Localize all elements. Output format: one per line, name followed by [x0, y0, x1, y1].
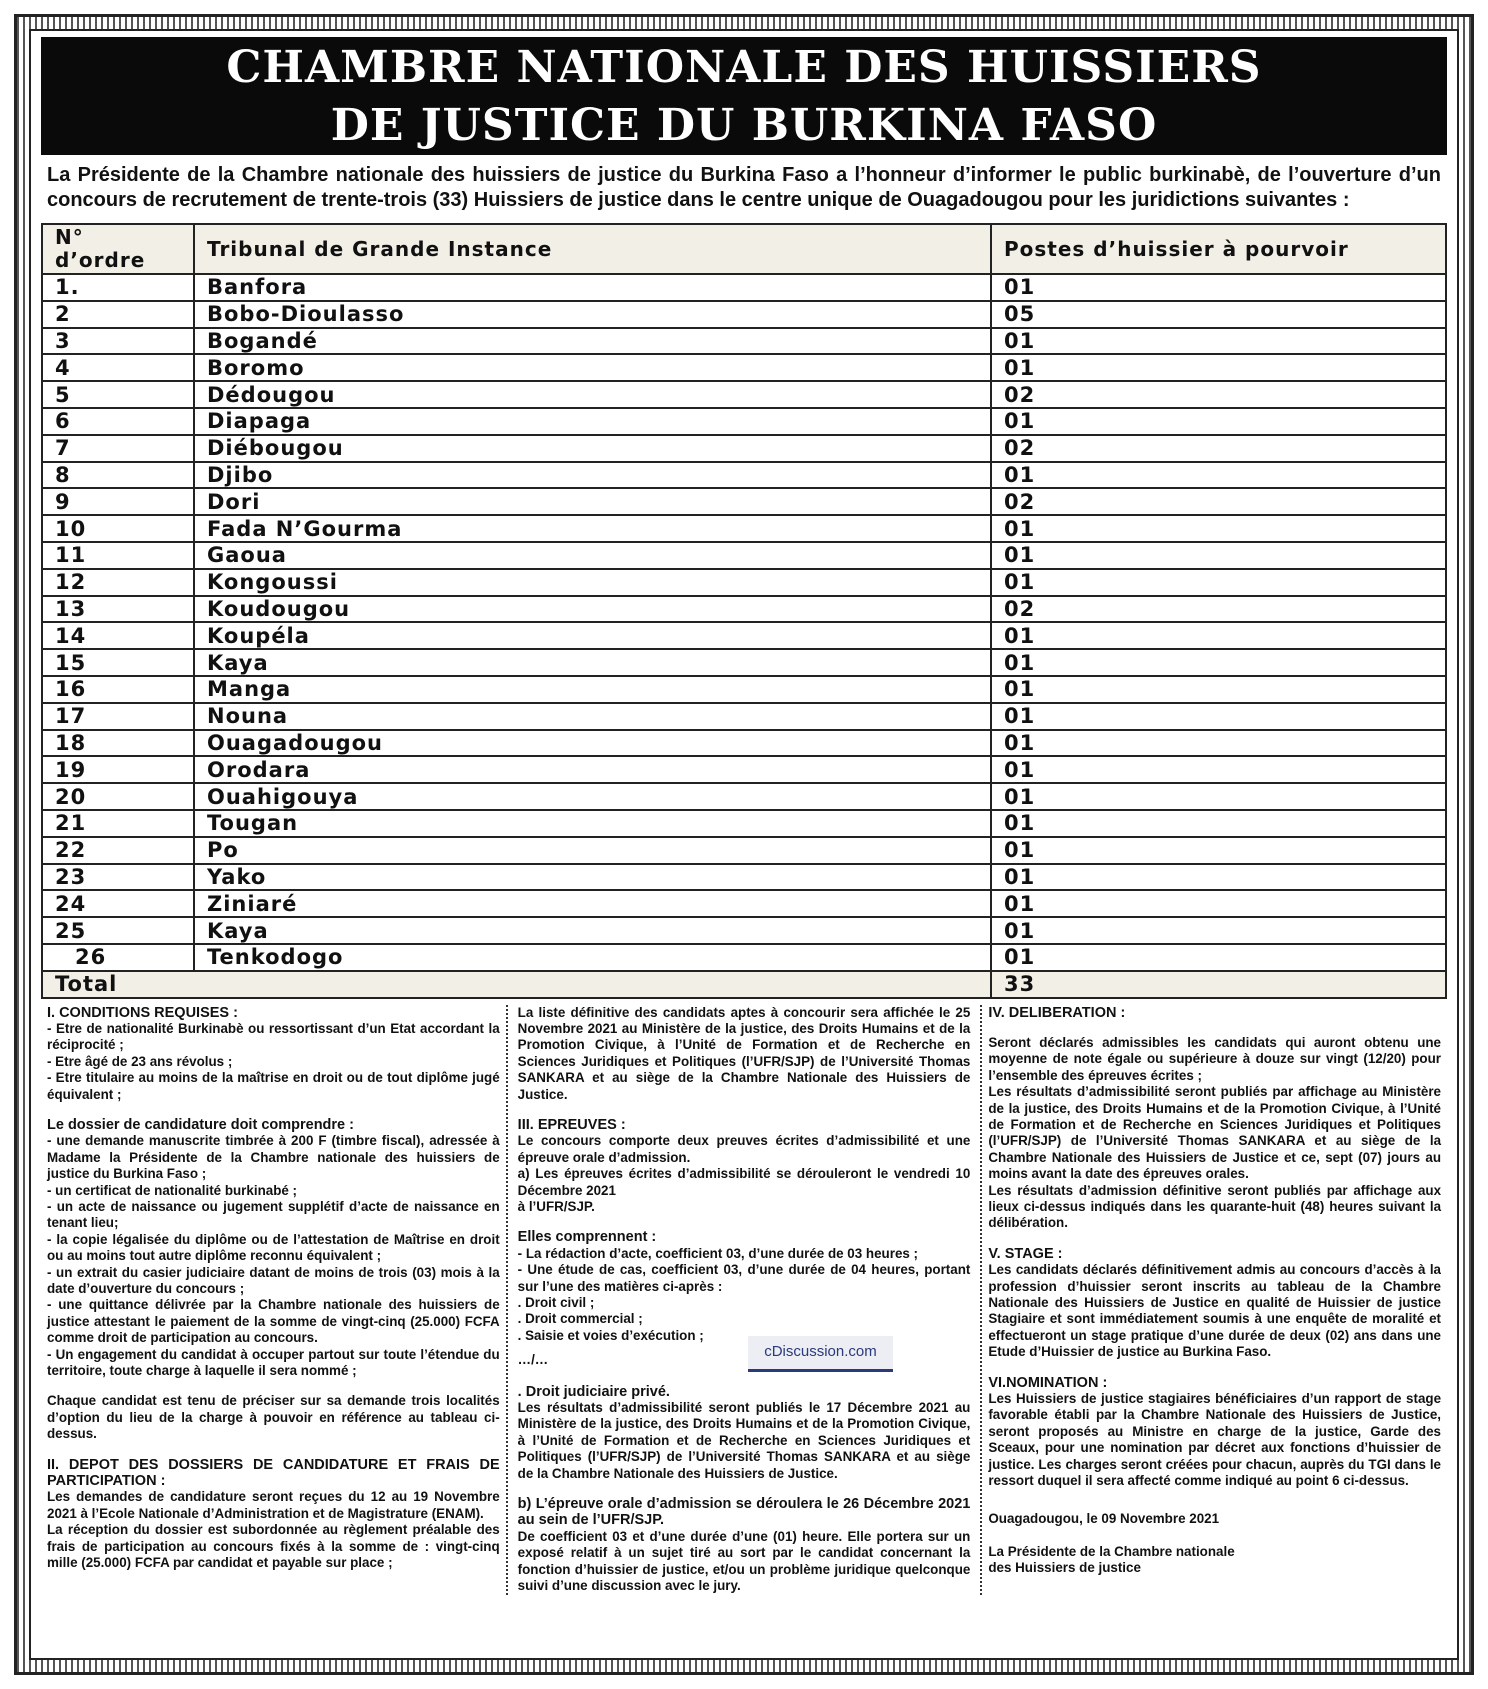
text: . Saisie et voies d’exécution ;	[517, 1327, 704, 1343]
cell-num: 14	[42, 622, 194, 649]
text: - un acte de naissance ou jugement supplétif d’acte de naissance en tenant lieu;	[47, 1198, 500, 1231]
cell-tribunal: Dori	[194, 488, 991, 515]
table-row	[42, 622, 1446, 649]
text: . Droit commercial ;	[517, 1311, 643, 1327]
cell-num: 25	[42, 917, 194, 944]
cell-num: 22	[42, 837, 194, 864]
signatory-line-2: des Huissiers de justice	[988, 1560, 1141, 1576]
cell-tribunal: Manga	[194, 676, 991, 703]
heading-epreuves: III. EPREUVES :	[517, 1116, 626, 1133]
cell-num: 1.	[42, 274, 194, 301]
text: à l’UFR/SJP.	[517, 1198, 595, 1214]
cell-tribunal: Kaya	[194, 917, 991, 944]
heading-droit-judiciaire: . Droit judiciaire privé.	[517, 1383, 670, 1400]
text	[518, 1344, 971, 1379]
cell-posts: 02	[991, 596, 1446, 623]
cell-posts: 01	[991, 462, 1446, 489]
cell-num: 6	[42, 408, 194, 435]
table-row	[42, 783, 1446, 810]
cell-num: 9	[42, 488, 194, 515]
cell-tribunal: Koupéla	[194, 622, 991, 649]
cell-tribunal: Fada N’Gourma	[194, 515, 991, 542]
table-row	[42, 837, 1446, 864]
cell-num: 15	[42, 649, 194, 676]
cell-tribunal: Ziniaré	[194, 890, 991, 917]
cell-num: 16	[42, 676, 194, 703]
text: - Etre titulaire au moins de la maîtrise en droit ou de tout diplôme jugé équivalent ;	[47, 1070, 500, 1102]
signatory-line-1: La Présidente de la Chambre nationale	[988, 1543, 1235, 1559]
title-line-2: DE JUSTICE DU BURKINA FASO	[330, 100, 1158, 151]
cell-posts: 01	[991, 408, 1446, 435]
cell-num: 5	[42, 381, 194, 408]
table-row	[42, 408, 1446, 435]
cell-posts: 01	[991, 542, 1446, 569]
cell-posts: 01	[991, 649, 1446, 676]
heading-nomination: VI.NOMINATION :	[988, 1374, 1108, 1391]
table-row	[42, 730, 1446, 757]
text: Les résultats d’admission définitive seront publiés par affichage aux lieux ci-dessus indiqués dans les quarante-huit (48) heures suivant la délibération.	[988, 1182, 1442, 1231]
heading-dossier: Le dossier de candidature doit comprendre :	[47, 1116, 354, 1133]
column-left	[41, 1005, 506, 1595]
heading-stage: V. STAGE :	[988, 1245, 1063, 1262]
cell-posts: 02	[991, 488, 1446, 515]
cell-posts: 01	[991, 328, 1446, 355]
cell-num: 4	[42, 354, 194, 381]
cell-posts: 02	[991, 435, 1446, 462]
text: Les résultats d’admissibilité seront publiés le 17 Décembre 2021 au Ministère de la justice, des Droits Humains et de la Promotion Civique, à l’Unité de Formation et de Recherche en Sciences Juridiques et Politiques (l’UFR/SJP) de l’Université Thomas SANKARA et au siège de la Chambre Nationale des Huissiers de Justice.	[517, 1400, 971, 1481]
text: - Etre de nationalité Burkinabè ou ressortissant d’un Etat accordant la réciprocité ;	[47, 1020, 500, 1053]
intro-paragraph: La Présidente de la Chambre nationale des huissiers de justice du Burkina Faso a l’honneur d’informer le public burkinabè, de l’ouverture d’un concours de recrutement de trente-trois (33) Huissiers de justice dans le centre unique de Ouagadougou pour les juridictions suivantes :	[47, 164, 1441, 211]
cell-tribunal: Orodara	[194, 756, 991, 783]
watermark-logo: cDiscussion.com	[748, 1336, 893, 1371]
cell-tribunal: Dédougou	[194, 381, 991, 408]
cell-tribunal: Gaoua	[194, 542, 991, 569]
cell-tribunal: Bogandé	[194, 328, 991, 355]
cell-num: 3	[42, 328, 194, 355]
cell-num: 26	[42, 944, 194, 971]
table-row	[42, 890, 1446, 917]
cell-posts: 01	[991, 783, 1446, 810]
cell-tribunal: Tenkodogo	[194, 944, 991, 971]
cell-num: 11	[42, 542, 194, 569]
column-right	[982, 1005, 1447, 1595]
table-row	[42, 676, 1446, 703]
place-date: Ouagadougou, le 09 Novembre 2021	[988, 1511, 1220, 1527]
table-row	[42, 917, 1446, 944]
cell-tribunal: Diapaga	[194, 408, 991, 435]
table-row	[42, 542, 1446, 569]
text: - Une étude de cas, coefficient 03, d’une durée de 04 heures, portant sur l’une des matières ci-après :	[517, 1262, 971, 1294]
table-row	[42, 596, 1446, 623]
cell-posts: 05	[991, 301, 1446, 328]
cell-num: 13	[42, 596, 194, 623]
cell-posts: 01	[991, 810, 1446, 837]
total-value: 33	[991, 971, 1446, 998]
table-row	[42, 756, 1446, 783]
cell-num: 18	[42, 730, 194, 757]
table-row	[42, 354, 1446, 381]
text: Les Huissiers de justice stagiaires bénéficiaires d’un rapport de stage favorable établi par la Chambre Nationale des Huissiers de Justice, seront proposés au Ministre en charge de la justice, Garde des Sceaux, pour une nomination par décret aux fonctions d’huissier de justice. Les charges seront créées pour chacun, auprès du TGI dans le ressort duquel il sera affecté comme indiqué au point 6 ci-dessus.	[988, 1391, 1442, 1489]
text: - Un engagement du candidat à occuper partout sur toute l’étendue du territoire, toute charge à laquelle il sera nommé ;	[47, 1346, 500, 1379]
cell-tribunal: Djibo	[194, 462, 991, 489]
continuation-mark: …/…	[517, 1352, 549, 1368]
heading-deliberation: IV. DELIBERATION :	[988, 1004, 1126, 1021]
text: Les candidats déclarés définitivement admis au concours d’accès à la profession d’huissier seront inscrits au tableau de la Chambre Nationale des Huissiers de Justice en qualité de Huissier de justice Stagiaire et sont immédiatement soumis à une enquête de moralité et effectueront un stage pratique d’une durée de deux (02) ans dans une Etude d’Huissier de justice au Burkina Faso.	[988, 1262, 1442, 1360]
header-tribunal: Tribunal de Grande Instance	[194, 224, 991, 274]
header-posts: Postes d’huissier à pourvoir	[991, 224, 1446, 274]
table-body	[42, 274, 1446, 998]
cell-posts: 01	[991, 622, 1446, 649]
text: - un certificat de nationalité burkinabé ;	[47, 1182, 297, 1198]
posts-table	[41, 223, 1447, 999]
cell-posts: 01	[991, 569, 1446, 596]
heading-orale: b) L’épreuve orale d’admission se déroulera le 26 Décembre 2021 au sein de l’UFR/SJP.	[517, 1496, 971, 1529]
text: - La rédaction d’acte, coefficient 03, d’une durée de 03 heures ;	[517, 1245, 919, 1261]
cell-posts: 01	[991, 274, 1446, 301]
cell-tribunal: Tougan	[194, 810, 991, 837]
cell-num: 7	[42, 435, 194, 462]
table-header-row	[42, 224, 1446, 274]
text: . Droit civil ;	[517, 1295, 595, 1311]
sections	[41, 1005, 1447, 1595]
page-frame	[14, 14, 1474, 1675]
table-row	[42, 944, 1446, 971]
cell-posts: 01	[991, 730, 1446, 757]
cell-tribunal: Po	[194, 837, 991, 864]
cell-num: 24	[42, 890, 194, 917]
cell-posts: 01	[991, 756, 1446, 783]
cell-tribunal: Ouagadougou	[194, 730, 991, 757]
total-label: Total	[42, 971, 991, 998]
cell-num: 10	[42, 515, 194, 542]
table-row	[42, 703, 1446, 730]
text: Les résultats d’admissibilité seront publiés par affichage au Ministère de la justice, des Droits Humains et de la Promotion Civique, à l’Unité de Formation et de Recherche en Sciences Juridiques et Politiques (l’UFR/SJP) de l’Université Thomas SANKARA et au siège de la Chambre Nationale des Huissiers de Justice et ce, sept (07) jours au moins avant la date des épreuves orales.	[988, 1084, 1442, 1182]
text: - la copie légalisée du diplôme ou de l’attestation de Maîtrise en droit ou au moins tout autre diplôme reconnu équivalent ;	[47, 1231, 500, 1264]
table-row	[42, 462, 1446, 489]
table-row	[42, 274, 1446, 301]
text: - une quittance délivrée par la Chambre nationale des huissiers de justice attestant le paiement de la somme de vingt-cinq (25.000) FCFA comme droit de participation au concours.	[47, 1297, 500, 1346]
cell-tribunal: Kongoussi	[194, 569, 991, 596]
text: La réception du dossier est subordonnée au règlement préalable des frais de participation au concours fixés à la somme de : vingt-cinq mille (25.000) FCFA par candidat et payable sur place ;	[47, 1522, 500, 1571]
heading-comprennent: Elles comprennent :	[517, 1229, 657, 1246]
heading-depot: II. DEPOT DES DOSSIERS DE CANDIDATURE ET FRAIS DE PARTICIPATION :	[47, 1456, 500, 1490]
cell-posts: 01	[991, 890, 1446, 917]
cell-posts: 01	[991, 917, 1446, 944]
cell-num: 23	[42, 864, 194, 891]
table-row	[42, 515, 1446, 542]
text: - une demande manuscrite timbrée à 200 F (timbre fiscal), adressée à Madame la Présidente de la Chambre nationale des huissiers de justice du Burkina Faso ;	[47, 1133, 500, 1182]
heading-conditions: I. CONDITIONS REQUISES :	[47, 1004, 238, 1021]
text: Chaque candidat est tenu de préciser sur sa demande trois localités d’option du lieu de la charge à pouvoir en référence au tableau ci-dessus.	[47, 1393, 500, 1442]
cell-posts: 01	[991, 703, 1446, 730]
cell-tribunal: Yako	[194, 864, 991, 891]
cell-tribunal: Boromo	[194, 354, 991, 381]
cell-posts: 01	[991, 676, 1446, 703]
cell-tribunal: Bobo-Dioulasso	[194, 301, 991, 328]
text: a) Les épreuves écrites d’admissibilité se dérouleront le vendredi 10 Décembre 2021	[517, 1166, 971, 1198]
cell-posts: 01	[991, 837, 1446, 864]
text: La liste définitive des candidats aptes à concourir sera affichée le 25 Novembre 2021 au Ministère de la justice, des Droits Humains et de la Promotion Civique, à l’Unité de Formation et de Recherche en Sciences Juridiques et Politiques (l’UFR/SJP) de l’Université Thomas SANKARA et au siège de la Chambre Nationale des Huissiers de Justice.	[517, 1004, 971, 1102]
cell-tribunal: Kaya	[194, 649, 991, 676]
cell-tribunal: Koudougou	[194, 596, 991, 623]
table-row	[42, 488, 1446, 515]
title-banner	[41, 37, 1447, 155]
title-line-1: CHAMBRE NATIONALE DES HUISSIERS	[226, 42, 1262, 93]
cell-posts: 02	[991, 381, 1446, 408]
cell-tribunal: Diébougou	[194, 435, 991, 462]
text: - Etre âgé de 23 ans révolus ;	[47, 1053, 233, 1069]
table-row	[42, 864, 1446, 891]
cell-num: 20	[42, 783, 194, 810]
table-row	[42, 810, 1446, 837]
column-middle	[506, 1005, 983, 1595]
table-row	[42, 649, 1446, 676]
cell-tribunal: Banfora	[194, 274, 991, 301]
table-total-row	[42, 971, 1446, 998]
text: Le concours comporte deux preuves écrites d’admissibilité et une épreuve orale d’admission.	[517, 1133, 971, 1165]
table-row	[42, 328, 1446, 355]
text: De coefficient 03 et d’une durée d’une (01) heure. Elle portera sur un exposé relatif à un sujet tiré au sort par le candidat concernant la fonction d’huissier de justice, et/ou un problème juridique quelconque suivi d’une discussion avec le jury.	[517, 1528, 971, 1594]
cell-tribunal: Nouna	[194, 703, 991, 730]
table-row	[42, 569, 1446, 596]
table-row	[42, 435, 1446, 462]
cell-num: 17	[42, 703, 194, 730]
text: Les demandes de candidature seront reçues du 12 au 19 Novembre 2021 à l’Ecole Nationale d’Administration et de Magistrature (ENAM).	[47, 1489, 500, 1521]
table-row	[42, 381, 1446, 408]
cell-num: 8	[42, 462, 194, 489]
cell-posts: 01	[991, 515, 1446, 542]
cell-num: 12	[42, 569, 194, 596]
cell-posts: 01	[991, 864, 1446, 891]
text: Seront déclarés admissibles les candidats qui auront obtenu une moyenne de note égale ou supérieure à douze sur vingt (12/20) pour l’ensemble des épreuves écrites ;	[988, 1034, 1442, 1083]
cell-num: 2	[42, 301, 194, 328]
cell-num: 19	[42, 756, 194, 783]
notice	[29, 29, 1459, 1660]
cell-tribunal: Ouahigouya	[194, 783, 991, 810]
text: - un extrait du casier judiciaire datant de moins de trois (03) mois à la date d’ouverture du concours ;	[47, 1264, 500, 1297]
cell-posts: 01	[991, 354, 1446, 381]
cell-num: 21	[42, 810, 194, 837]
header-order: N° d’ordre	[42, 224, 194, 274]
cell-posts: 01	[991, 944, 1446, 971]
table-row	[42, 301, 1446, 328]
